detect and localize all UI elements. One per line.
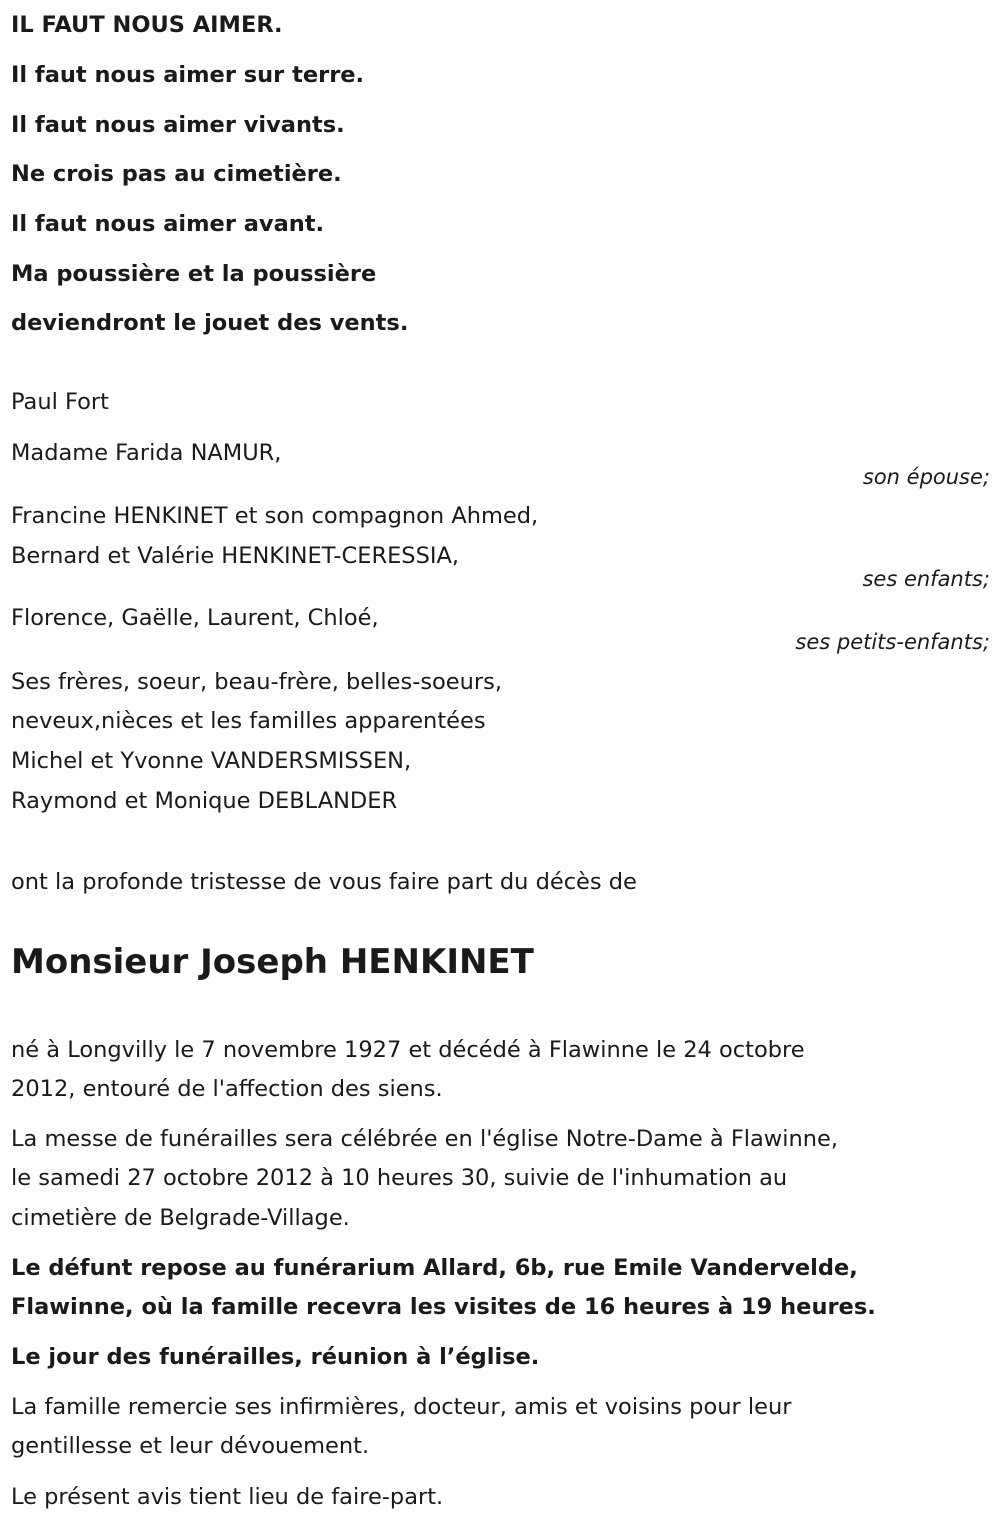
- thanks-line: La famille remercie ses infirmières, docteur, amis et voisins pour leur: [11, 1394, 792, 1420]
- relative: Raymond et Monique DEBLANDER: [11, 788, 398, 814]
- spouse: Madame Farida NAMUR,: [11, 440, 282, 466]
- spouse-role: son épouse;: [862, 465, 990, 489]
- child: Francine HENKINET et son compagnon Ahmed,: [11, 503, 539, 529]
- mass-line: La messe de funérailles sera célébrée en l'église Notre-Dame à Flawinne,: [11, 1126, 838, 1152]
- mass-line: le samedi 27 octobre 2012 à 10 heures 30, suivie de l'inhumation au: [11, 1165, 788, 1191]
- relative: neveux,nièces et les familles apparentées: [11, 708, 486, 734]
- deceased-name: Monsieur Joseph HENKINET: [11, 942, 534, 982]
- children-role: ses enfants;: [862, 567, 990, 591]
- poem-line: deviendront le jouet des vents.: [11, 310, 409, 336]
- grandchildren-role: ses petits-enfants;: [795, 630, 990, 654]
- birth-death-line: né à Longvilly le 7 novembre 1927 et décédé à Flawinne le 24 octobre: [11, 1037, 805, 1063]
- repose-line: Le défunt repose au funérarium Allard, 6b, rue Emile Vandervelde,: [11, 1255, 858, 1281]
- poem-line: Ne crois pas au cimetière.: [11, 161, 342, 187]
- poem-line: IL FAUT NOUS AIMER.: [11, 12, 283, 38]
- poem-line: Il faut nous aimer sur terre.: [11, 62, 365, 88]
- relative: Ses frères, soeur, beau-frère, belles-soeurs,: [11, 669, 503, 695]
- poem-line: Il faut nous aimer vivants.: [11, 112, 345, 138]
- relative: Michel et Yvonne VANDERSMISSEN,: [11, 748, 412, 774]
- poem-line: Il faut nous aimer avant.: [11, 211, 325, 237]
- poem-author: Paul Fort: [11, 389, 109, 415]
- mass-line: cimetière de Belgrade-Village.: [11, 1205, 350, 1231]
- closing: Le présent avis tient lieu de faire-part.: [11, 1484, 444, 1510]
- grandchildren: Florence, Gaëlle, Laurent, Chloé,: [11, 605, 379, 631]
- thanks-line: gentillesse et leur dévouement.: [11, 1433, 370, 1459]
- meeting: Le jour des funérailles, réunion à l’église.: [11, 1344, 540, 1370]
- poem-line: Ma poussière et la poussière: [11, 261, 377, 287]
- child: Bernard et Valérie HENKINET-CERESSIA,: [11, 543, 460, 569]
- repose-line: Flawinne, où la famille recevra les visites de 16 heures à 19 heures.: [11, 1294, 876, 1320]
- announcement: ont la profonde tristesse de vous faire part du décès de: [11, 869, 637, 895]
- birth-death-line: 2012, entouré de l'affection des siens.: [11, 1076, 443, 1102]
